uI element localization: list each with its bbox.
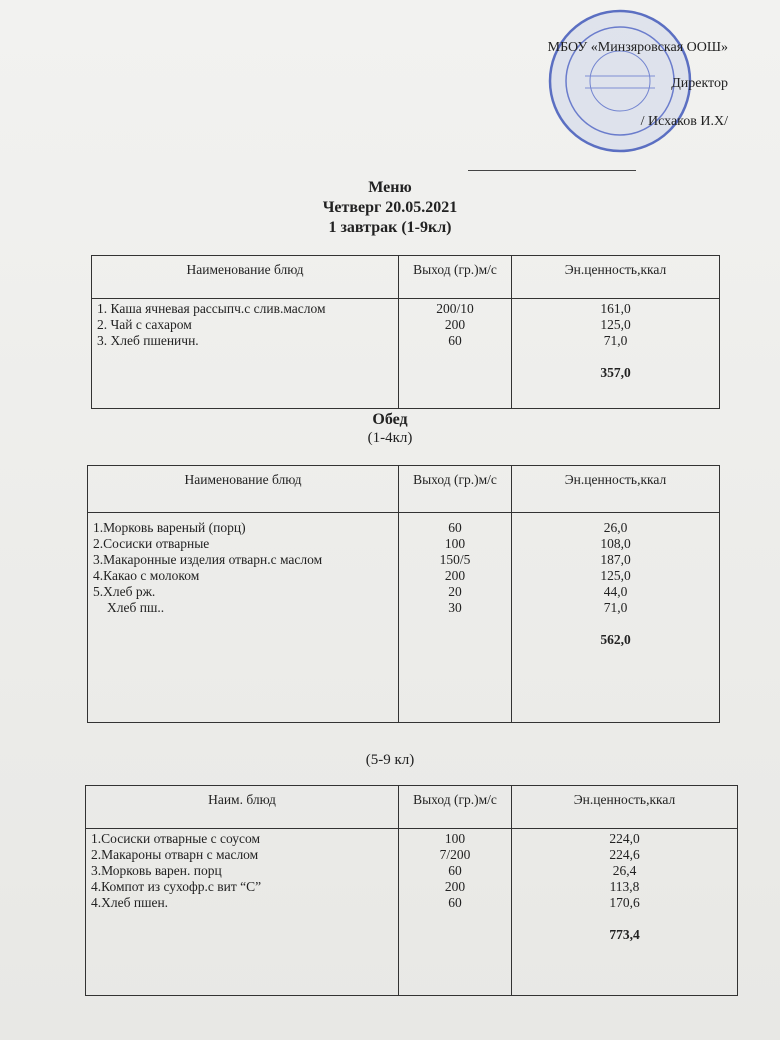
director-label: Директор — [671, 76, 728, 91]
list-item: 2.Макароны отварн с маслом — [91, 847, 259, 862]
list-item: 4.Какао с молоком — [93, 568, 200, 583]
output-value: 200 — [444, 879, 466, 894]
list-item: 1. Каша ячневая рассыпч.с слив.маслом — [97, 301, 326, 316]
output-list — [399, 513, 512, 723]
kcal-value: 125,0 — [600, 317, 631, 332]
table-header-row — [88, 466, 720, 513]
kcal-total: 562,0 — [600, 632, 631, 647]
kcal-value: 170,6 — [609, 895, 640, 910]
list-item: 2.Сосиски отварные — [93, 536, 210, 551]
list-item: 3.Морковь варен. порц — [91, 863, 222, 878]
output-value: 100 — [444, 831, 466, 846]
lunch-subtitle-primary: (1-4кл) — [367, 430, 413, 446]
list-item: 3.Макаронные изделия отварн.с маслом — [93, 552, 323, 567]
list-item: 3. Хлеб пшеничн. — [97, 333, 199, 348]
output-value: 20 — [448, 584, 462, 599]
output-list — [399, 829, 512, 996]
kcal-value: 71,0 — [603, 600, 628, 615]
output-value: 60 — [448, 333, 462, 348]
kcal-value: 224,6 — [609, 847, 640, 862]
list-item: 1.Сосиски отварные с соусом — [91, 831, 261, 846]
kcal-value: 44,0 — [603, 584, 628, 599]
table-row — [86, 829, 738, 996]
menu-title — [0, 178, 780, 238]
breakfast-table — [91, 255, 720, 409]
kcal-total: 357,0 — [600, 365, 631, 380]
output-value: 200/10 — [436, 301, 474, 316]
header-kcal: Эн.ценность,ккал — [512, 466, 720, 513]
kcal-value: 26,4 — [612, 863, 637, 878]
header-dish: Наим. блюд — [86, 786, 399, 829]
table-header-row — [92, 256, 720, 299]
kcal-value: 125,0 — [600, 568, 631, 583]
output-value: 30 — [448, 600, 462, 615]
header-kcal: Эн.ценность,ккал — [512, 786, 738, 829]
output-value: 200 — [444, 317, 466, 332]
title-breakfast: 1 завтрак (1-9кл) — [328, 219, 452, 236]
kcal-value: 113,8 — [609, 879, 640, 894]
dish-list — [88, 513, 399, 723]
output-value: 60 — [448, 520, 462, 535]
lunch-title: Обед — [372, 411, 408, 428]
list-item: 4.Компот из сухофр.с вит “С” — [91, 879, 262, 894]
header-output: Выход (гр.)м/с — [399, 256, 512, 299]
output-value: 7/200 — [439, 847, 471, 862]
kcal-value: 26,0 — [603, 520, 628, 535]
output-value: 200 — [444, 568, 466, 583]
header-dish: Наименование блюд — [92, 256, 399, 299]
signature-line — [468, 170, 636, 171]
lunch-primary-table — [87, 465, 720, 723]
list-item: Хлеб пш.. — [107, 600, 165, 615]
signer-name: / Исхаков И.Х/ — [640, 114, 728, 129]
dish-list — [86, 829, 399, 996]
header-kcal: Эн.ценность,ккал — [512, 256, 720, 299]
kcal-value: 161,0 — [600, 301, 631, 316]
table-header-row — [86, 786, 738, 829]
header-output: Выход (гр.)м/с — [399, 786, 512, 829]
list-item: 5.Хлеб рж. — [93, 584, 156, 599]
kcal-list — [512, 513, 720, 723]
lunch-subtitle-secondary: (5-9 кл) — [365, 752, 415, 768]
kcal-value: 108,0 — [600, 536, 631, 551]
output-list — [399, 299, 512, 409]
kcal-value: 224,0 — [609, 831, 640, 846]
header-output: Выход (гр.)м/с — [399, 466, 512, 513]
list-item: 1.Морковь вареный (порц) — [93, 520, 246, 535]
kcal-value: 71,0 — [603, 333, 628, 348]
kcal-list — [512, 829, 738, 996]
title-date: Четверг 20.05.2021 — [322, 199, 458, 216]
list-item: 2. Чай с сахаром — [97, 317, 192, 332]
dish-list — [92, 299, 399, 409]
title-menu: Меню — [368, 179, 412, 196]
organization-name: МБОУ «Минзяровская ООШ» — [547, 40, 728, 55]
kcal-list — [512, 299, 720, 409]
output-value: 100 — [444, 536, 466, 551]
table-row — [88, 513, 720, 723]
output-value: 150/5 — [439, 552, 471, 567]
lunch-secondary-table — [85, 785, 738, 996]
output-value: 60 — [448, 863, 462, 878]
kcal-total: 773,4 — [609, 927, 640, 942]
output-value: 60 — [448, 895, 462, 910]
list-item: 4.Хлеб пшен. — [91, 895, 169, 910]
table-row — [92, 299, 720, 409]
header-dish: Наименование блюд — [88, 466, 399, 513]
kcal-value: 187,0 — [600, 552, 631, 567]
